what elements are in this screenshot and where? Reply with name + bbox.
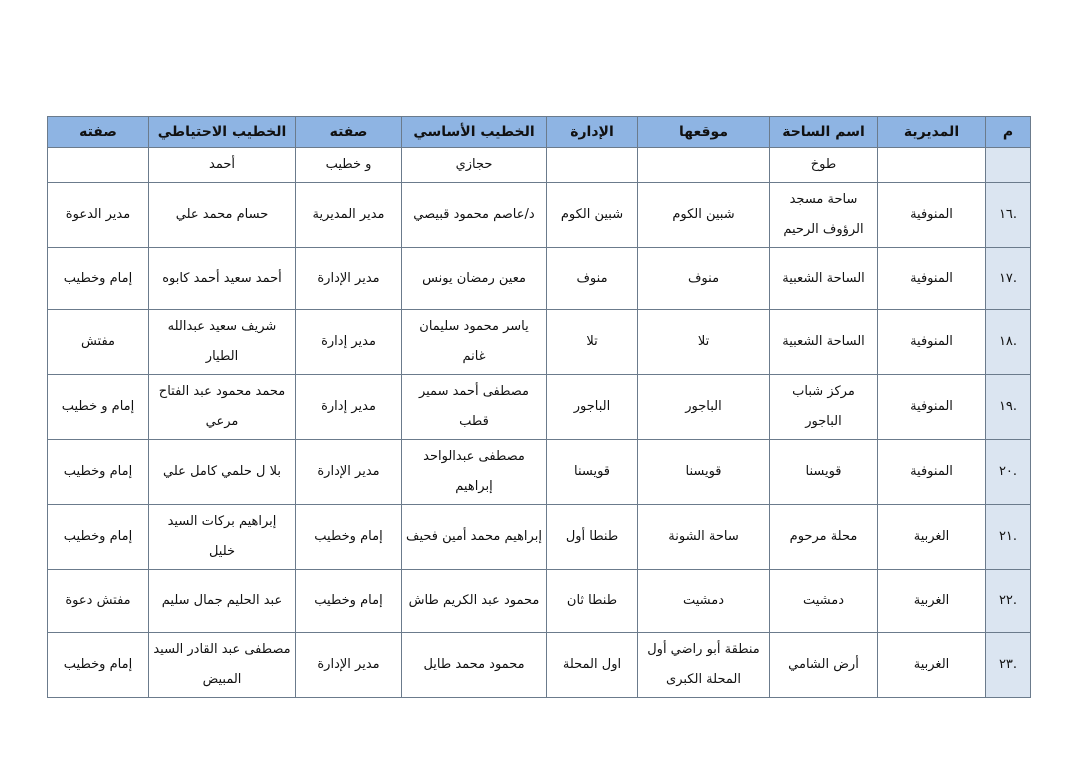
- location-cell: [638, 148, 770, 183]
- table-row: [48, 633, 1031, 698]
- header-location: موقعها: [638, 117, 770, 148]
- table-row: [48, 183, 1031, 248]
- main-preacher-cell: مصطفى عبدالواحد إبراهيم: [402, 440, 547, 505]
- admin-cell: اول المحلة: [547, 633, 638, 698]
- row-num: .١٧: [986, 248, 1031, 310]
- directorate-cell: المنوفية: [878, 183, 986, 248]
- backup-role-cell: مفتش: [48, 310, 149, 375]
- location-cell: تلا: [638, 310, 770, 375]
- table-row: [48, 148, 1031, 183]
- main-role-cell: مدير إدارة: [296, 375, 402, 440]
- header-backup-role: صفته: [48, 117, 149, 148]
- backup-role-cell: إمام وخطيب: [48, 248, 149, 310]
- main-role-cell: إمام وخطيب: [296, 570, 402, 633]
- main-role-cell: و خطيب: [296, 148, 402, 183]
- main-role-cell: مدير الإدارة: [296, 440, 402, 505]
- header-main-role: صفته: [296, 117, 402, 148]
- location-cell: منوف: [638, 248, 770, 310]
- main-preacher-cell: د/عاصم محمود قبيصي: [402, 183, 547, 248]
- admin-cell: طنطا ثان: [547, 570, 638, 633]
- row-num: .٢٢: [986, 570, 1031, 633]
- backup-role-cell: مفتش دعوة: [48, 570, 149, 633]
- main-preacher-cell: محمود محمد طايل: [402, 633, 547, 698]
- directorate-cell: الغربية: [878, 570, 986, 633]
- header-backup-preacher: الخطيب الاحتياطي: [149, 117, 296, 148]
- header-directorate: المديرية: [878, 117, 986, 148]
- admin-cell: [547, 148, 638, 183]
- main-preacher-cell: معين رمضان يونس: [402, 248, 547, 310]
- square-cell: محلة مرحوم: [770, 505, 878, 570]
- admin-cell: تلا: [547, 310, 638, 375]
- admin-cell: قويسنا: [547, 440, 638, 505]
- row-num: .٢١: [986, 505, 1031, 570]
- location-cell: الباجور: [638, 375, 770, 440]
- location-cell: قويسنا: [638, 440, 770, 505]
- header-row: [48, 117, 1031, 148]
- admin-cell: طنطا أول: [547, 505, 638, 570]
- square-cell: أرض الشامي: [770, 633, 878, 698]
- square-cell: الساحة الشعبية: [770, 248, 878, 310]
- row-num: .١٩: [986, 375, 1031, 440]
- square-cell: الساحة الشعبية: [770, 310, 878, 375]
- backup-preacher-cell: مصطفى عبد القادر السيد المبيض: [149, 633, 296, 698]
- main-preacher-cell: مصطفى أحمد سمير قطب: [402, 375, 547, 440]
- main-role-cell: مدير الإدارة: [296, 248, 402, 310]
- directorate-cell: الغربية: [878, 505, 986, 570]
- backup-preacher-cell: بلا ل حلمي كامل علي: [149, 440, 296, 505]
- admin-cell: الباجور: [547, 375, 638, 440]
- table-row: [48, 570, 1031, 633]
- table-row: [48, 505, 1031, 570]
- table-row: [48, 440, 1031, 505]
- square-cell: دمشيت: [770, 570, 878, 633]
- main-preacher-cell: إبراهيم محمد أمين فحيف: [402, 505, 547, 570]
- main-role-cell: مدير الإدارة: [296, 633, 402, 698]
- directorate-cell: المنوفية: [878, 375, 986, 440]
- table-row: [48, 248, 1031, 310]
- directorate-cell: المنوفية: [878, 440, 986, 505]
- table-row: [48, 310, 1031, 375]
- main-role-cell: مدير إدارة: [296, 310, 402, 375]
- table-row: [48, 375, 1031, 440]
- row-num: [986, 148, 1031, 183]
- admin-cell: منوف: [547, 248, 638, 310]
- main-preacher-cell: حجازي: [402, 148, 547, 183]
- admin-cell: شبين الكوم: [547, 183, 638, 248]
- backup-preacher-cell: أحمد: [149, 148, 296, 183]
- directorate-cell: المنوفية: [878, 310, 986, 375]
- row-num: .١٦: [986, 183, 1031, 248]
- backup-role-cell: [48, 148, 149, 183]
- square-cell: قويسنا: [770, 440, 878, 505]
- header-main-preacher: الخطيب الأساسي: [402, 117, 547, 148]
- backup-role-cell: إمام وخطيب: [48, 440, 149, 505]
- schedule-table: [47, 116, 1031, 698]
- directorate-cell: المنوفية: [878, 248, 986, 310]
- header-num: م: [986, 117, 1031, 148]
- backup-role-cell: إمام وخطيب: [48, 505, 149, 570]
- header-admin: الإدارة: [547, 117, 638, 148]
- backup-role-cell: مدير الدعوة: [48, 183, 149, 248]
- location-cell: شبين الكوم: [638, 183, 770, 248]
- location-cell: ساحة الشونة: [638, 505, 770, 570]
- main-role-cell: إمام وخطيب: [296, 505, 402, 570]
- backup-role-cell: إمام و خطيب: [48, 375, 149, 440]
- square-cell: مركز شباب الباجور: [770, 375, 878, 440]
- backup-preacher-cell: أحمد سعيد أحمد كابوه: [149, 248, 296, 310]
- backup-preacher-cell: حسام محمد علي: [149, 183, 296, 248]
- directorate-cell: [878, 148, 986, 183]
- backup-preacher-cell: إبراهيم بركات السيد خليل: [149, 505, 296, 570]
- row-num: .٢٠: [986, 440, 1031, 505]
- main-preacher-cell: محمود عبد الكريم طاش: [402, 570, 547, 633]
- main-role-cell: مدير المديرية: [296, 183, 402, 248]
- main-preacher-cell: ياسر محمود سليمان غانم: [402, 310, 547, 375]
- location-cell: دمشيت: [638, 570, 770, 633]
- backup-preacher-cell: محمد محمود عبد الفتاح مرعي: [149, 375, 296, 440]
- backup-preacher-cell: شريف سعيد عبدالله الطيار: [149, 310, 296, 375]
- backup-role-cell: إمام وخطيب: [48, 633, 149, 698]
- square-cell: ساحة مسجد الرؤوف الرحيم: [770, 183, 878, 248]
- location-cell: منطقة أبو راضي أول المحلة الكبرى: [638, 633, 770, 698]
- backup-preacher-cell: عبد الحليم جمال سليم: [149, 570, 296, 633]
- row-num: .٢٣: [986, 633, 1031, 698]
- header-square: اسم الساحة: [770, 117, 878, 148]
- square-cell: طوخ: [770, 148, 878, 183]
- directorate-cell: الغربية: [878, 633, 986, 698]
- row-num: .١٨: [986, 310, 1031, 375]
